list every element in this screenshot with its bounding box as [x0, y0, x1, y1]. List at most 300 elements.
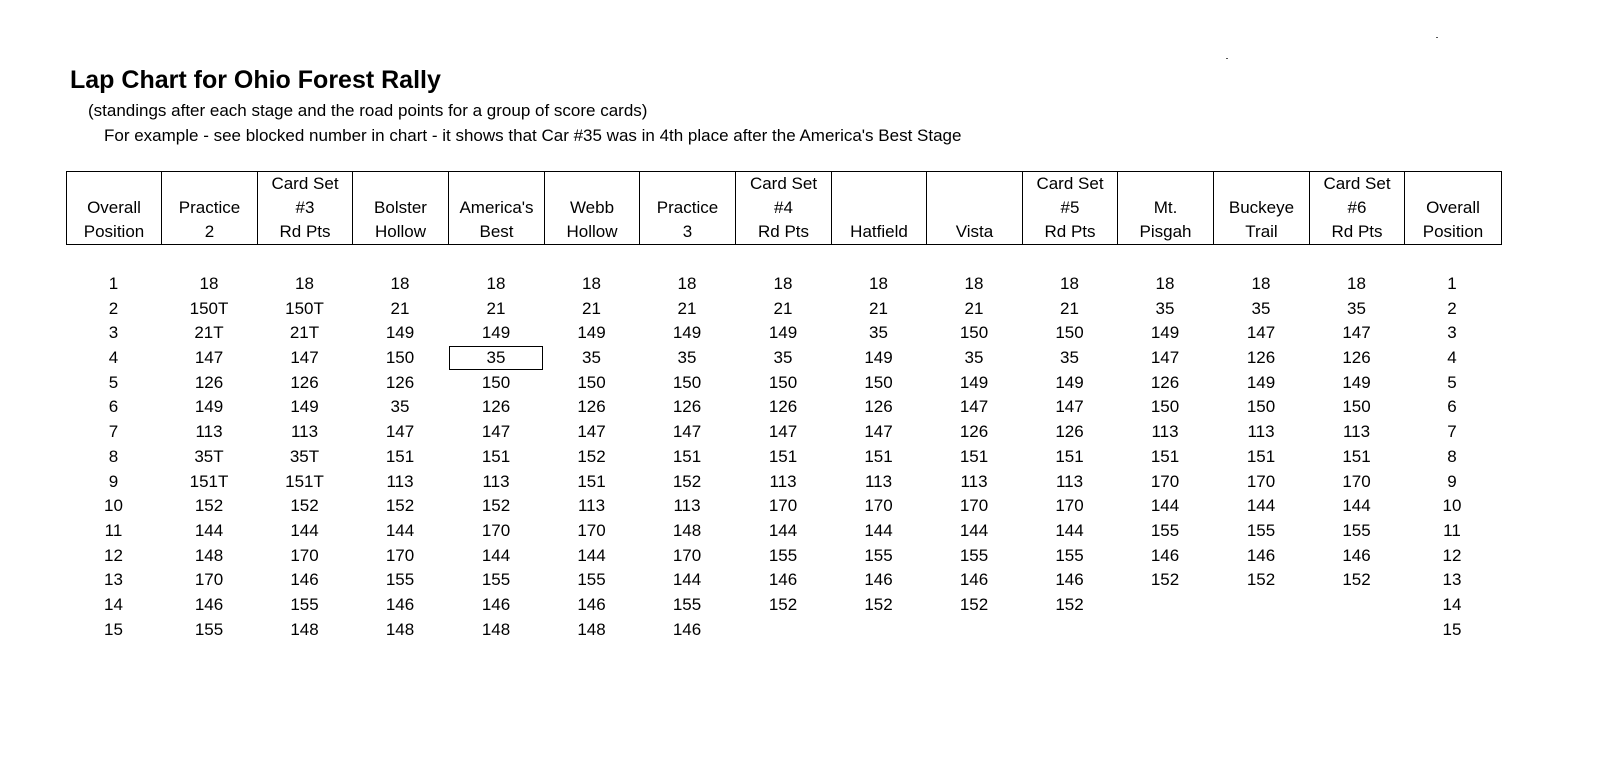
cell-value: 146	[959, 570, 989, 590]
cell-value: 147	[768, 422, 798, 442]
car-number-cell	[926, 272, 1022, 297]
car-number-cell	[257, 321, 352, 346]
car-number-cell	[639, 618, 735, 643]
cell-value: 1	[108, 274, 119, 293]
car-number-cell	[1117, 272, 1213, 297]
cell-value: 126	[1055, 422, 1084, 442]
cell-value: 150	[577, 372, 606, 392]
cell-value: 152	[1246, 570, 1276, 590]
cell-value: 147	[481, 422, 511, 442]
car-number-cell	[735, 445, 831, 470]
cell-value: 113	[577, 496, 606, 516]
car-number-cell	[544, 272, 639, 297]
car-number-cell	[1213, 568, 1309, 593]
cell-value: 149	[1342, 372, 1371, 392]
cell-value: 151	[577, 471, 606, 491]
cell-value: 126	[1150, 372, 1180, 392]
column-header-line: Bolster	[374, 198, 427, 217]
cell-value: 155	[672, 594, 702, 614]
cell-value: 144	[577, 545, 606, 565]
cell-value: 152	[577, 446, 606, 466]
car-number-cell	[1213, 346, 1309, 371]
position-cell	[1404, 321, 1500, 346]
car-number-cell	[831, 618, 926, 643]
car-number-cell	[926, 568, 1022, 593]
column-header-line: Hatfield	[850, 222, 908, 241]
cell-value: 146	[1055, 570, 1084, 590]
cell-value: 151	[864, 446, 893, 466]
car-number-cell	[1309, 321, 1404, 346]
cell-value: 7	[1447, 422, 1457, 442]
position-cell	[1404, 445, 1500, 470]
cell-value: 155	[385, 570, 415, 590]
cell-value: 21	[964, 298, 984, 318]
column-header-line: Vista	[955, 222, 994, 241]
car-number-cell	[352, 544, 448, 569]
car-number-cell	[352, 346, 448, 371]
column-header	[640, 172, 736, 244]
cell-value: 9	[108, 471, 119, 491]
cell-value: 35	[1347, 298, 1366, 318]
car-number-cell	[544, 445, 639, 470]
car-number-cell	[1117, 494, 1213, 519]
car-number-cell	[257, 420, 352, 445]
position-cell	[66, 420, 161, 445]
cell-value: 170	[577, 520, 606, 540]
car-number-cell	[257, 346, 352, 371]
column-header-line	[494, 172, 499, 196]
cell-value: 151	[481, 446, 511, 466]
cell-value: 15	[1442, 619, 1462, 639]
cell-value: 170	[1246, 471, 1276, 491]
car-number-cell	[1022, 519, 1117, 544]
car-number-cell	[257, 371, 352, 396]
car-number-cell	[352, 321, 448, 346]
car-number-cell	[735, 470, 831, 495]
column-header-line: Buckeye	[1228, 198, 1295, 217]
table-row	[66, 568, 1502, 593]
car-number-cell	[1022, 346, 1117, 371]
column-header-line: #5	[1060, 198, 1080, 217]
cell-value: 113	[1055, 471, 1084, 491]
cell-value: 147	[959, 397, 989, 417]
cell-value: 151T	[189, 471, 229, 491]
cell-value: 21	[677, 298, 697, 318]
column-header	[545, 172, 640, 244]
cell-value: 18	[964, 274, 984, 293]
car-number-cell	[352, 568, 448, 593]
column-header-line: Practice	[656, 198, 719, 217]
car-number-cell	[352, 470, 448, 495]
cell-value: 146	[481, 594, 511, 614]
cell-value: 151	[1342, 446, 1371, 466]
cell-value: 149	[1150, 323, 1180, 343]
car-number-cell	[1309, 395, 1404, 420]
position-cell	[66, 445, 161, 470]
column-header-line: America's	[459, 198, 534, 217]
position-cell	[1404, 297, 1500, 322]
position-cell	[66, 544, 161, 569]
car-number-cell	[735, 395, 831, 420]
car-number-cell	[352, 618, 448, 643]
car-number-cell	[1022, 395, 1117, 420]
column-header-line: Overall	[87, 198, 141, 217]
cell-value: 155	[481, 570, 511, 590]
position-cell	[1404, 470, 1500, 495]
car-number-cell	[161, 445, 257, 470]
cell-value: 155	[1150, 520, 1180, 540]
car-number-cell	[1309, 272, 1404, 297]
cell-value: 151T	[285, 471, 324, 491]
column-header-line	[398, 172, 403, 196]
car-number-cell	[448, 618, 544, 643]
car-number-cell	[926, 420, 1022, 445]
cell-value: 148	[577, 619, 606, 639]
cell-value: 146	[1150, 545, 1180, 565]
car-number-cell	[1022, 618, 1117, 643]
car-number-cell	[1117, 346, 1213, 371]
cell-value: 1	[1447, 274, 1457, 293]
cell-value: 147	[1055, 397, 1084, 417]
position-cell	[1404, 395, 1500, 420]
car-number-cell	[639, 321, 735, 346]
column-header-line	[972, 172, 977, 196]
cell-value: 35	[582, 348, 601, 368]
cell-value: 35T	[194, 446, 224, 466]
cell-value: 152	[481, 496, 511, 516]
car-number-cell	[1213, 618, 1309, 643]
column-header	[67, 172, 162, 244]
car-number-cell	[448, 346, 544, 371]
table-row	[66, 321, 1502, 346]
column-header-line: Card Set	[271, 174, 339, 193]
cell-value: 152	[1055, 594, 1084, 614]
car-number-cell	[1213, 272, 1309, 297]
car-number-cell	[1213, 297, 1309, 322]
position-cell	[66, 297, 161, 322]
car-number-cell	[448, 494, 544, 519]
cell-value: 113	[769, 471, 797, 491]
car-number-cell	[639, 445, 735, 470]
subtitle: (standings after each stage and the road points for a group of score cards)	[88, 101, 648, 120]
car-number-cell	[735, 346, 831, 371]
car-number-cell	[544, 544, 639, 569]
column-header-line: Rd Pts	[1331, 222, 1383, 241]
car-number-cell	[735, 420, 831, 445]
cell-value: 170	[1342, 471, 1371, 491]
cell-value: 150	[864, 372, 893, 392]
cell-value: 126	[864, 397, 893, 417]
cell-value: 126	[672, 397, 702, 417]
car-number-cell	[352, 395, 448, 420]
cell-value: 155	[1055, 545, 1084, 565]
car-number-cell	[831, 321, 926, 346]
car-number-cell	[735, 519, 831, 544]
car-number-cell	[257, 395, 352, 420]
car-number-cell	[544, 494, 639, 519]
column-header-line: #6	[1347, 198, 1367, 217]
cell-value: 147	[385, 422, 415, 442]
column-header-line: Webb	[569, 198, 615, 217]
cell-value: 21	[773, 298, 793, 318]
car-number-cell	[1309, 371, 1404, 396]
car-number-cell	[1213, 445, 1309, 470]
table-header	[66, 171, 1502, 245]
cell-value: 149	[385, 323, 415, 343]
cell-value: 126	[577, 397, 606, 417]
position-cell	[66, 618, 161, 643]
column-header-line	[685, 172, 690, 196]
column-header-line: Overall	[1426, 198, 1480, 217]
car-number-cell	[161, 470, 257, 495]
position-cell	[66, 593, 161, 618]
cell-value: 147	[1150, 348, 1180, 368]
car-number-cell	[257, 618, 352, 643]
cell-value: 147	[577, 422, 606, 442]
car-number-cell	[544, 321, 639, 346]
car-number-cell	[1117, 544, 1213, 569]
car-number-cell	[544, 470, 639, 495]
column-header	[832, 172, 927, 244]
cell-value: 152	[768, 594, 798, 614]
cell-value: 18	[390, 274, 410, 293]
cell-value: 113	[1342, 422, 1371, 442]
car-number-cell	[1309, 470, 1404, 495]
position-cell	[66, 568, 161, 593]
car-number-cell	[735, 272, 831, 297]
cell-value: 144	[672, 570, 702, 590]
cell-value: 147	[194, 348, 224, 368]
position-cell	[66, 321, 161, 346]
car-number-cell	[448, 593, 544, 618]
car-number-cell	[448, 470, 544, 495]
car-number-cell	[926, 445, 1022, 470]
car-number-cell	[1213, 494, 1309, 519]
car-number-cell	[926, 494, 1022, 519]
cell-value: 152	[959, 594, 989, 614]
car-number-cell	[926, 297, 1022, 322]
page-title: Lap Chart for Ohio Forest Rally	[70, 66, 441, 94]
cell-value: 144	[481, 545, 511, 565]
cell-value: 18	[869, 274, 888, 293]
car-number-cell	[257, 568, 352, 593]
car-number-cell	[1022, 568, 1117, 593]
cell-value: 126	[290, 372, 319, 392]
car-number-cell	[639, 297, 735, 322]
cell-value: 144	[290, 520, 319, 540]
column-header-line	[877, 172, 882, 196]
car-number-cell	[544, 297, 639, 322]
column-header	[927, 172, 1023, 244]
cell-value: 151	[1055, 446, 1084, 466]
cell-value: 152	[1150, 570, 1180, 590]
car-number-cell	[639, 494, 735, 519]
cell-value: 144	[959, 520, 989, 540]
car-number-cell	[544, 568, 639, 593]
car-number-cell	[831, 346, 926, 371]
car-number-cell	[1117, 297, 1213, 322]
table-row	[66, 519, 1502, 544]
column-header-line: Rd Pts	[1044, 222, 1096, 241]
car-number-cell	[161, 371, 257, 396]
table-row	[66, 420, 1502, 445]
car-number-cell	[831, 420, 926, 445]
column-header	[736, 172, 832, 244]
car-number-cell	[257, 494, 352, 519]
cell-value: 3	[108, 323, 119, 343]
car-number-cell	[735, 371, 831, 396]
cell-value: 149	[194, 397, 224, 417]
cell-value: 150	[768, 372, 798, 392]
cell-value: 10	[104, 496, 123, 516]
cell-value: 2	[1447, 298, 1457, 318]
car-number-cell	[352, 494, 448, 519]
car-number-cell	[1309, 420, 1404, 445]
cell-value: 146	[672, 619, 702, 639]
column-header	[1405, 172, 1501, 244]
cell-value: 150	[672, 372, 702, 392]
cell-value: 152	[194, 496, 224, 516]
column-header-line: Trail	[1245, 222, 1278, 241]
position-cell	[66, 371, 161, 396]
car-number-cell	[352, 297, 448, 322]
cell-value: 113	[290, 422, 319, 442]
position-cell	[66, 346, 161, 371]
column-header-line	[207, 172, 212, 196]
cell-value: 15	[104, 619, 123, 639]
car-number-cell	[1309, 494, 1404, 519]
cell-value: 170	[481, 520, 511, 540]
car-number-cell	[544, 593, 639, 618]
cell-value: 21	[390, 298, 410, 318]
car-number-cell	[257, 272, 352, 297]
car-number-cell	[1022, 445, 1117, 470]
car-number-cell	[1117, 519, 1213, 544]
car-number-cell	[161, 544, 257, 569]
cell-value: 146	[768, 570, 798, 590]
car-number-cell	[161, 494, 257, 519]
cell-value: 10	[1442, 496, 1462, 516]
car-number-cell	[257, 519, 352, 544]
cell-value: 126	[1246, 348, 1276, 368]
stray-mark	[1226, 58, 1228, 59]
column-header-line: Position	[1422, 222, 1484, 241]
car-number-cell	[639, 568, 735, 593]
car-number-cell	[161, 519, 257, 544]
column-header-line: 3	[682, 222, 693, 241]
table-row	[66, 395, 1502, 420]
car-number-cell	[639, 346, 735, 371]
table-row	[66, 346, 1502, 371]
cell-value: 155	[1246, 520, 1276, 540]
position-cell	[66, 519, 161, 544]
car-number-cell	[161, 618, 257, 643]
position-cell	[1404, 494, 1500, 519]
cell-value: 170	[672, 545, 702, 565]
car-number-cell	[257, 593, 352, 618]
car-number-cell	[544, 371, 639, 396]
cell-value: 113	[482, 471, 510, 491]
car-number-cell	[831, 470, 926, 495]
cell-value: 152	[672, 471, 702, 491]
cell-value: 12	[104, 545, 123, 565]
cell-value: 35	[1251, 298, 1271, 318]
cell-value: 11	[104, 520, 123, 540]
table-row	[66, 544, 1502, 569]
cell-value: 18	[1251, 274, 1271, 293]
car-number-cell	[257, 445, 352, 470]
cell-value: 170	[864, 496, 893, 516]
car-number-cell	[639, 420, 735, 445]
column-header	[162, 172, 258, 244]
column-header-line: Position	[83, 222, 145, 241]
cell-value: 146	[1246, 545, 1276, 565]
cell-value: 18	[1155, 274, 1175, 293]
column-header-line: Card Set	[1036, 174, 1104, 193]
car-number-cell	[1022, 371, 1117, 396]
car-number-cell	[639, 519, 735, 544]
car-number-cell	[1117, 445, 1213, 470]
table-row	[66, 593, 1502, 618]
car-number-cell	[831, 568, 926, 593]
cell-value: 170	[959, 496, 989, 516]
car-number-cell	[1117, 618, 1213, 643]
cell-value: 150	[959, 323, 989, 343]
cell-value: 155	[864, 545, 893, 565]
column-header-line	[972, 196, 977, 220]
car-number-cell	[1213, 395, 1309, 420]
cell-value: 150T	[189, 298, 229, 318]
car-number-cell	[161, 568, 257, 593]
cell-value: 144	[385, 520, 415, 540]
column-header-line	[112, 172, 117, 196]
cell-value: 170	[1150, 471, 1180, 491]
cell-value: 35	[773, 348, 793, 368]
cell-value: 35	[390, 397, 410, 417]
cell-value: 12	[1442, 545, 1462, 565]
column-header	[1023, 172, 1118, 244]
car-number-cell	[257, 297, 352, 322]
table-row	[66, 272, 1502, 297]
cell-value: 151	[1150, 446, 1180, 466]
cell-value: 35T	[289, 446, 320, 466]
car-number-cell	[352, 519, 448, 544]
cell-value: 21	[486, 298, 506, 318]
position-cell	[1404, 371, 1500, 396]
table-row	[66, 371, 1502, 396]
car-number-cell	[1117, 470, 1213, 495]
column-header-line: 2	[204, 222, 215, 241]
cell-value: 113	[195, 422, 223, 442]
cell-value: 2	[108, 298, 119, 318]
lap-chart-table	[66, 272, 1502, 642]
cell-value: 11	[1443, 520, 1461, 540]
cell-value: 149	[768, 323, 798, 343]
cell-value: 147	[672, 422, 702, 442]
cell-value: 150	[1055, 323, 1084, 343]
cell-value: 149	[1246, 372, 1276, 392]
column-header-line	[1259, 172, 1264, 196]
cell-value: 144	[194, 520, 224, 540]
cell-value: 151	[1246, 446, 1276, 466]
cell-value: 150T	[285, 298, 324, 318]
cell-value: 147	[864, 422, 893, 442]
cell-value: 146	[577, 594, 606, 614]
car-number-cell	[1309, 568, 1404, 593]
car-number-cell	[161, 593, 257, 618]
cell-value: 150	[1246, 397, 1276, 417]
cell-value: 150	[481, 372, 511, 392]
